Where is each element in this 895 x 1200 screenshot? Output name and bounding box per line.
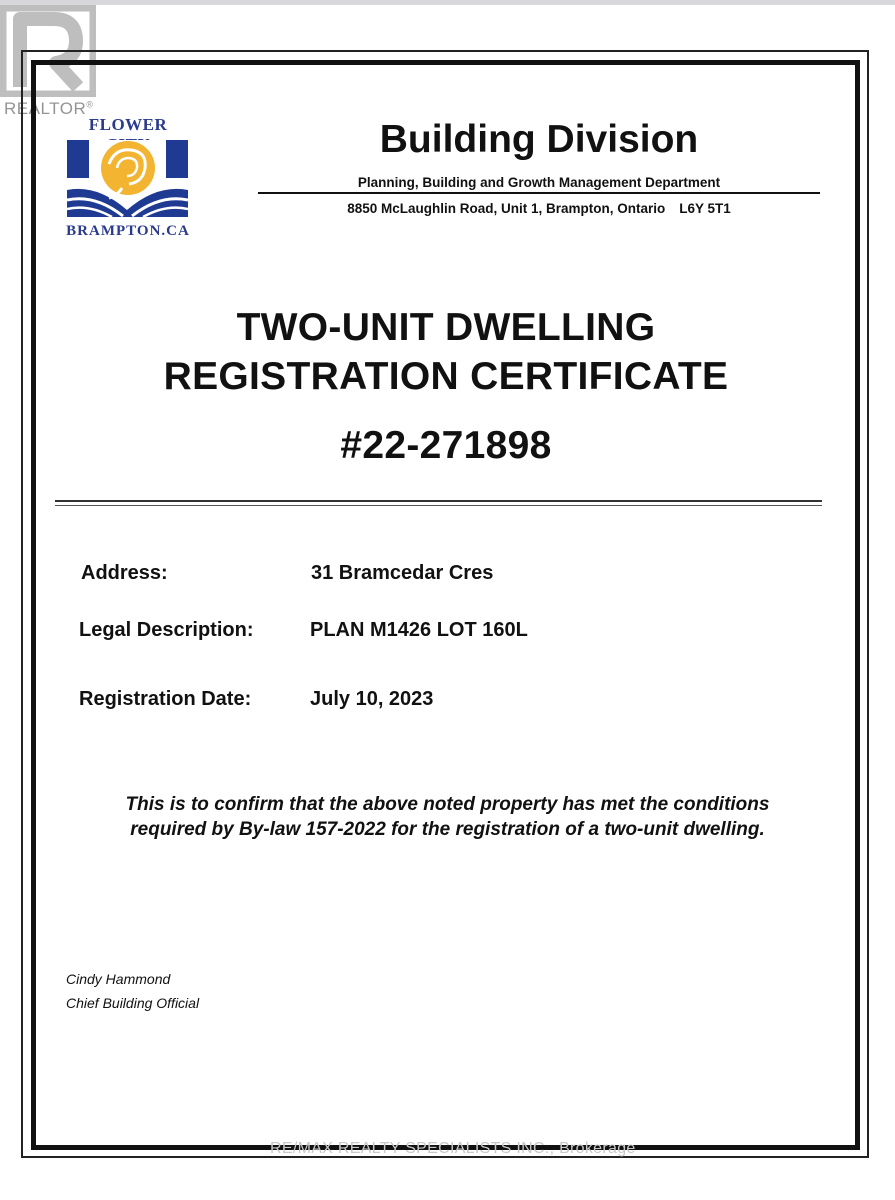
registration-date-label: Registration Date: [79,688,252,710]
office-address [258,201,820,216]
logo-top-text: FLOWER [88,115,168,134]
registration-date-value: July 10, 2023 [310,688,434,710]
brokerage-watermark: RE/MAX REALTY SPECIALISTS INC., Brokerage [270,1140,636,1157]
department-name: Planning, Building and Growth Management Department [357,175,721,190]
confirmation-line2: required by By-law 157-2022 for the registration of a two-unit dwelling. [130,819,765,840]
section-divider [55,500,822,502]
address-value: 31 Bramcedar Cres [311,562,494,584]
signatory-name: Cindy Hammond [66,971,171,987]
certificate-number: #22-271898 [340,424,552,467]
legal-description-value: PLAN M1426 LOT 160L [310,619,528,641]
confirmation-line1: This is to confirm that the above noted property has met the conditions [125,794,770,815]
legal-description-label: Legal Description: [79,619,254,641]
address-label: Address: [81,562,168,584]
signatory-title: Chief Building Official [66,995,200,1011]
header-divider [258,192,820,194]
certificate-title-line2: REGISTRATION CERTIFICATE [163,355,729,398]
top-strip [0,0,895,5]
confirmation-statement [60,792,835,842]
certificate-title-line1: TWO-UNIT DWELLING [236,306,656,349]
logo-bottom-text: BRAMPTON.CA [66,223,190,239]
division-title: Building Division [379,118,699,161]
office-postal-code: L6Y 5T1 [679,201,731,216]
section-divider-thin [55,505,822,506]
flower-city-rose-icon [67,140,188,217]
realtor-watermark: REALTOR® [4,99,94,118]
office-street-address: 8850 McLaughlin Road, Unit 1, Brampton, Ontario [347,201,666,216]
